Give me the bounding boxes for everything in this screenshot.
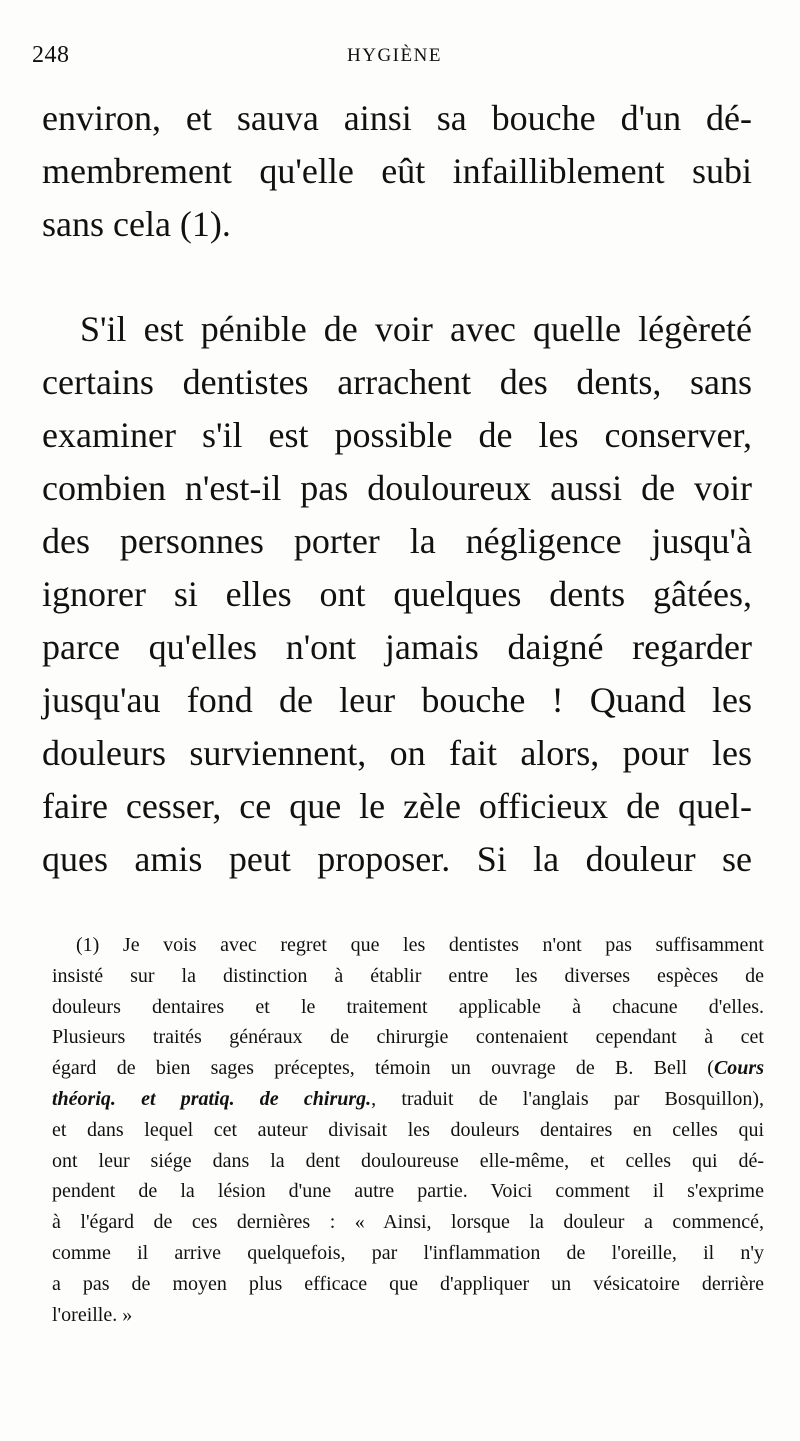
text-line: faire cesser, ce que le zèle officieux de quel- [42,786,752,826]
footnote-line: Plusieurs traités généraux de chirurgie contenaient cependant à cet [52,1026,764,1049]
text-line: sans cela (1). [42,204,231,244]
text-line: examiner s'il est possible de les conserver, [42,415,752,455]
text-line: certains dentistes arrachent des dents, sans [42,362,752,402]
footnote-line: (1) Je vois avec regret que les dentistes n'ont pas suffisamment [76,934,764,956]
text-line: ques amis peut proposer. Si la douleur se [42,839,752,879]
footnote-line: pendent de la lésion d'une autre partie. Voici comment il s'exprime [52,1180,764,1203]
text-line: S'il est pénible de voir avec quelle légèreté [80,309,752,349]
footnote-line [52,1084,764,1115]
page-header [32,42,752,76]
paragraph-2 [42,303,752,886]
main-text [42,92,752,886]
footnote-text: , traduit de l'anglais par Bosquillon), [371,1087,764,1110]
page-number: 248 [32,42,70,68]
footnote-line: douleurs dentaires et le traitement applicable à chacune d'elles. [52,995,764,1018]
text-line: douleurs surviennent, on fait alors, pour les [42,733,752,773]
text-line: des personnes porter la négligence jusqu'à [42,521,752,561]
footnote-line: et dans lequel cet auteur divisait les douleurs dentaires en celles qui [52,1118,764,1141]
footnote-line: l'oreille. » [52,1303,133,1326]
citation-title: Cours [713,1057,764,1080]
text-line: jusqu'au fond de leur bouche ! Quand les [42,680,752,720]
footnote-text: égard de bien sages préceptes, témoin un ouvrage de B. Bell ( [52,1057,714,1080]
text-line: combien n'est-il pas douloureux aussi de voir [42,468,752,508]
footnote-line: a pas de moyen plus efficace que d'appliquer un vésicatoire derrière [52,1272,764,1295]
text-line: environ, et sauva ainsi sa bouche d'un dé- [42,98,752,138]
footnote-line: à l'égard de ces dernières : « Ainsi, lorsque la douleur a commencé, [52,1211,764,1234]
footnote-line: comme il arrive quelquefois, par l'inflammation de l'oreille, il n'y [52,1241,764,1264]
paragraph-spacer [42,251,752,303]
running-title: HYGIÈNE [347,45,442,66]
footnote-line: insisté sur la distinction à établir entre les diverses espèces de [52,964,764,987]
text-line: parce qu'elles n'ont jamais daigné regarder [42,627,752,667]
footnote [52,930,764,1330]
text-line: ignorer si elles ont quelques dents gâtées, [42,574,752,614]
footnote-line [52,1053,764,1084]
footnote-line: ont leur siége dans la dent douloureuse elle-même, et celles qui dé- [52,1149,764,1172]
text-line: membrement qu'elle eût infailliblement subi [42,151,752,191]
paragraph-1 [42,92,752,251]
citation-title: théoriq. et pratiq. de chirurg. [52,1087,372,1110]
